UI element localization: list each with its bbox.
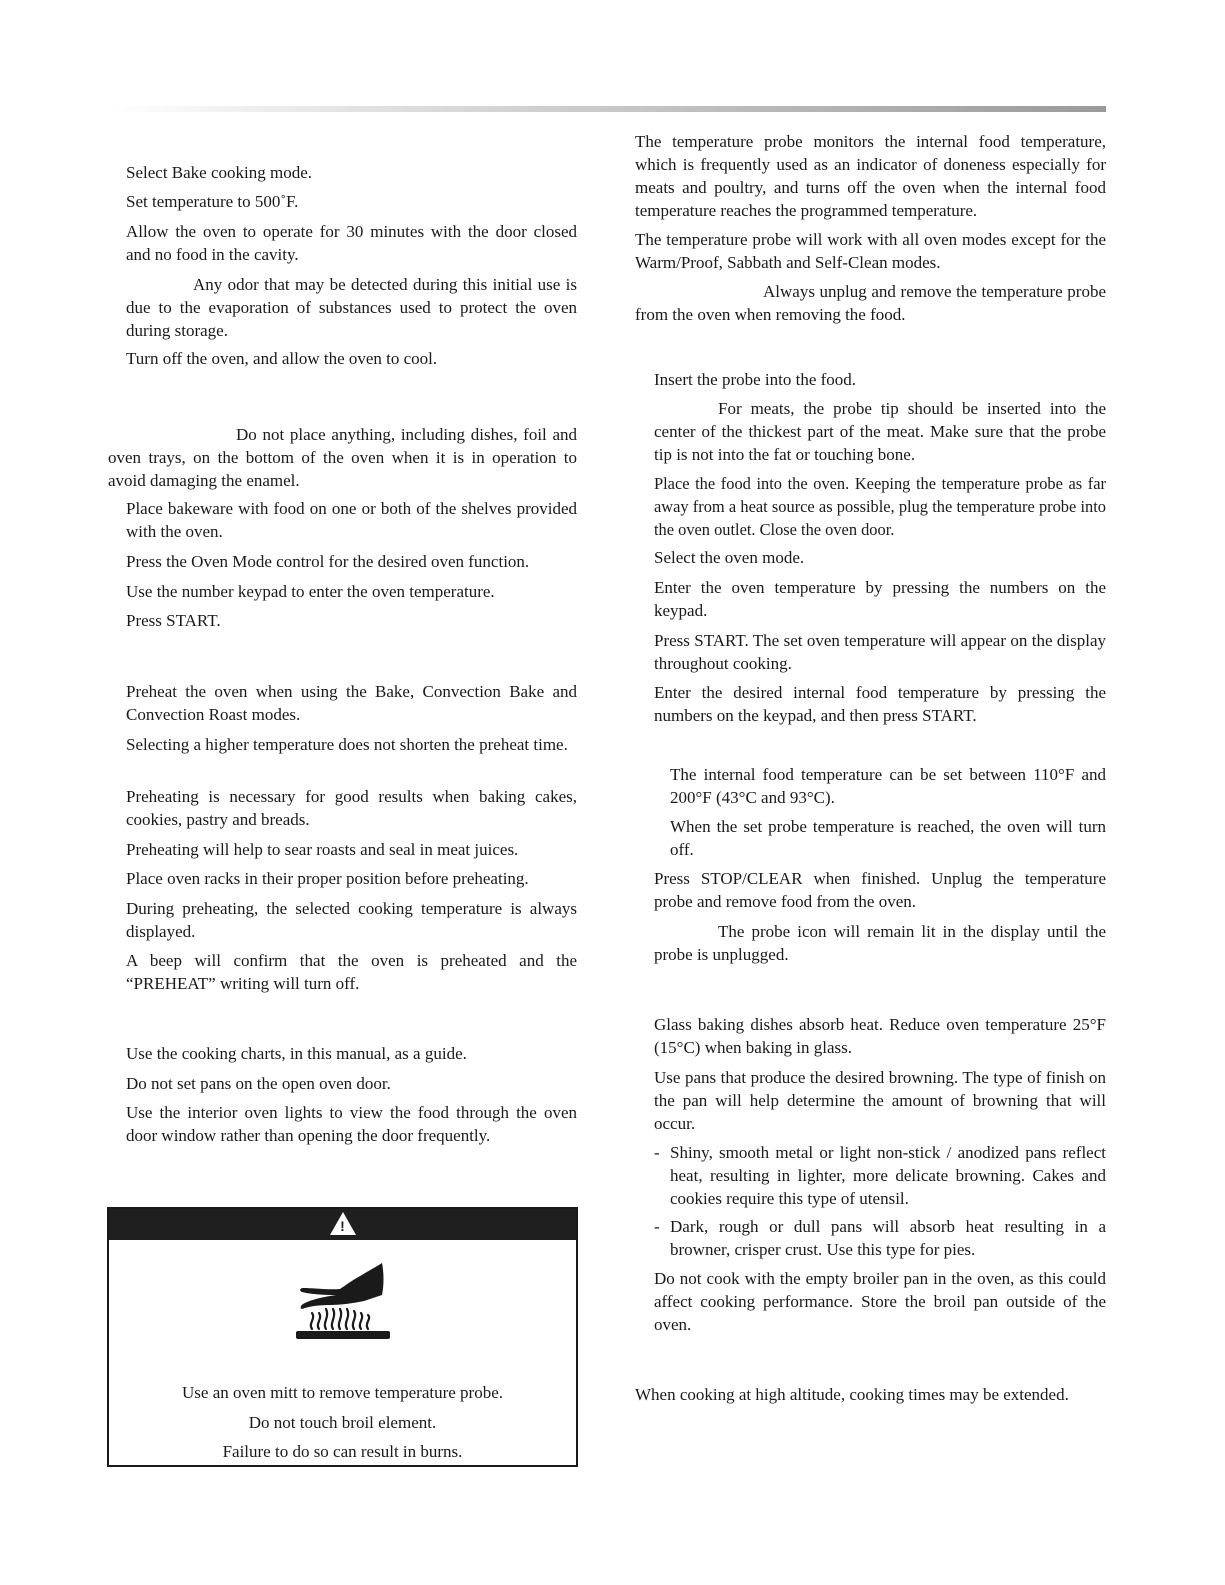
list-item: Preheat the oven when using the Bake, Convection Bake and Convection Roast modes. xyxy=(126,682,577,724)
list-item: Insert the probe into the food. xyxy=(654,370,857,389)
sub-list-item: The internal food temperature can be set between 110°F and 200°F (43°C and 93°C). xyxy=(670,765,1106,807)
warning-line: Use an oven mitt to remove temperature probe. xyxy=(182,1383,503,1402)
warning-box xyxy=(107,1207,578,1467)
intro-paragraph: The temperature probe monitors the internal food temperature, which is frequently used as an indicator of doneness especially for meats and poultry, and turns off the oven when the internal food temperature reaches the programmed temperature. xyxy=(635,132,1106,220)
dash-list-item xyxy=(654,1215,1106,1261)
dash-item-text: Dark, rough or dull pans will absorb heat resulting in a browner, crisper crust. Use this type for pies. xyxy=(670,1217,1106,1259)
list-item: A beep will confirm that the oven is preheated and the “PREHEAT” writing will turn off. xyxy=(126,951,577,993)
list-item: Press STOP/CLEAR when finished. Unplug the temperature probe and remove food from the oven. xyxy=(654,869,1106,911)
list-item: Use the cooking charts, in this manual, as a guide. xyxy=(126,1044,467,1063)
list-item: Place the food into the oven. Keeping the temperature probe as far away from a heat source as possible, plug the temperature probe into the oven outlet. Close the oven door. xyxy=(654,474,1106,539)
sub-list-item: When the set probe temperature is reached, the oven will turn off. xyxy=(670,817,1106,859)
caution-text: Do not place anything, including dishes, foil and oven trays, on the bottom of the oven when it is in operation to avoid damaging the enamel. xyxy=(108,425,577,490)
list-item: Place bakeware with food on one or both of the shelves provided with the oven. xyxy=(126,499,577,541)
list-item: Selecting a higher temperature does not shorten the preheat time. xyxy=(126,735,568,754)
warning-exclamation: ! xyxy=(340,1218,345,1234)
list-item: Do not cook with the empty broiler pan in the oven, as this could affect cooking performance. Store the broil pan outside of the oven. xyxy=(654,1269,1106,1334)
list-item: Use the number keypad to enter the oven temperature. xyxy=(126,582,495,601)
list-item: During preheating, the selected cooking temperature is always displayed. xyxy=(126,899,577,941)
list-item: Use pans that produce the desired browning. The type of finish on the pan will help determine the amount of browning that will occur. xyxy=(654,1068,1106,1133)
important-note: Always unplug and remove the temperature probe from the oven when removing the food. xyxy=(635,282,1106,324)
list-item: Press the Oven Mode control for the desired oven function. xyxy=(126,552,530,571)
dash-list-item xyxy=(654,1141,1106,1210)
dash-mark: - xyxy=(654,1217,660,1236)
list-item: Enter the desired internal food temperature by pressing the numbers on the keypad, and then press START. xyxy=(654,683,1106,725)
list-item: Preheating is necessary for good results when baking cakes, cookies, pastry and breads. xyxy=(126,787,577,829)
list-item: Glass baking dishes absorb heat. Reduce oven temperature 25°F (15°C) when baking in glass. xyxy=(654,1015,1106,1057)
list-item: Enter the oven temperature by pressing the numbers on the keypad. xyxy=(654,578,1106,620)
dash-item-text: Shiny, smooth metal or light non-stick / anodized pans reflect heat, resulting in lighter, more delicate browning. Cakes and cookies require this type of utensil. xyxy=(670,1143,1106,1208)
list-item: Select Bake cooking mode. xyxy=(126,163,313,182)
warning-header-bar xyxy=(109,1209,576,1240)
header-rule xyxy=(110,106,1106,112)
warning-line: Do not touch broil element. xyxy=(248,1413,437,1432)
altitude-text: When cooking at high altitude, cooking times may be extended. xyxy=(635,1385,1069,1404)
list-item: Allow the oven to operate for 30 minutes with the door closed and no food in the cavity. xyxy=(126,222,577,264)
intro-paragraph: The temperature probe will work with all oven modes except for the Warm/Proof, Sabbath and Self-Clean modes. xyxy=(635,230,1106,272)
list-item: Set temperature to 500˚F. xyxy=(126,192,299,211)
dash-mark: - xyxy=(654,1143,660,1162)
note-text: The probe icon will remain lit in the display until the probe is unplugged. xyxy=(654,922,1106,964)
list-item: Use the interior oven lights to view the food through the oven door window rather than opening the door frequently. xyxy=(126,1103,577,1145)
note-text: For meats, the probe tip should be inserted into the center of the thickest part of the meat. Make sure that the probe tip is not into the fat or touching bone. xyxy=(654,399,1106,464)
list-item: Turn off the oven, and allow the oven to cool. xyxy=(126,349,438,368)
list-item: Preheating will help to sear roasts and seal in meat juices. xyxy=(126,840,519,859)
list-item: Do not set pans on the open oven door. xyxy=(126,1074,391,1093)
hot-surface-hand-icon xyxy=(292,1259,394,1341)
note-text: Any odor that may be detected during this initial use is due to the evaporation of substances used to protect the oven during storage. xyxy=(126,275,577,340)
list-item: Select the oven mode. xyxy=(654,548,805,567)
list-item: Place oven racks in their proper position before preheating. xyxy=(126,869,529,888)
warning-line: Failure to do so can result in burns. xyxy=(222,1442,463,1461)
list-item: Press START. xyxy=(126,611,221,630)
list-item: Press START. The set oven temperature will appear on the display throughout cooking. xyxy=(654,631,1106,673)
